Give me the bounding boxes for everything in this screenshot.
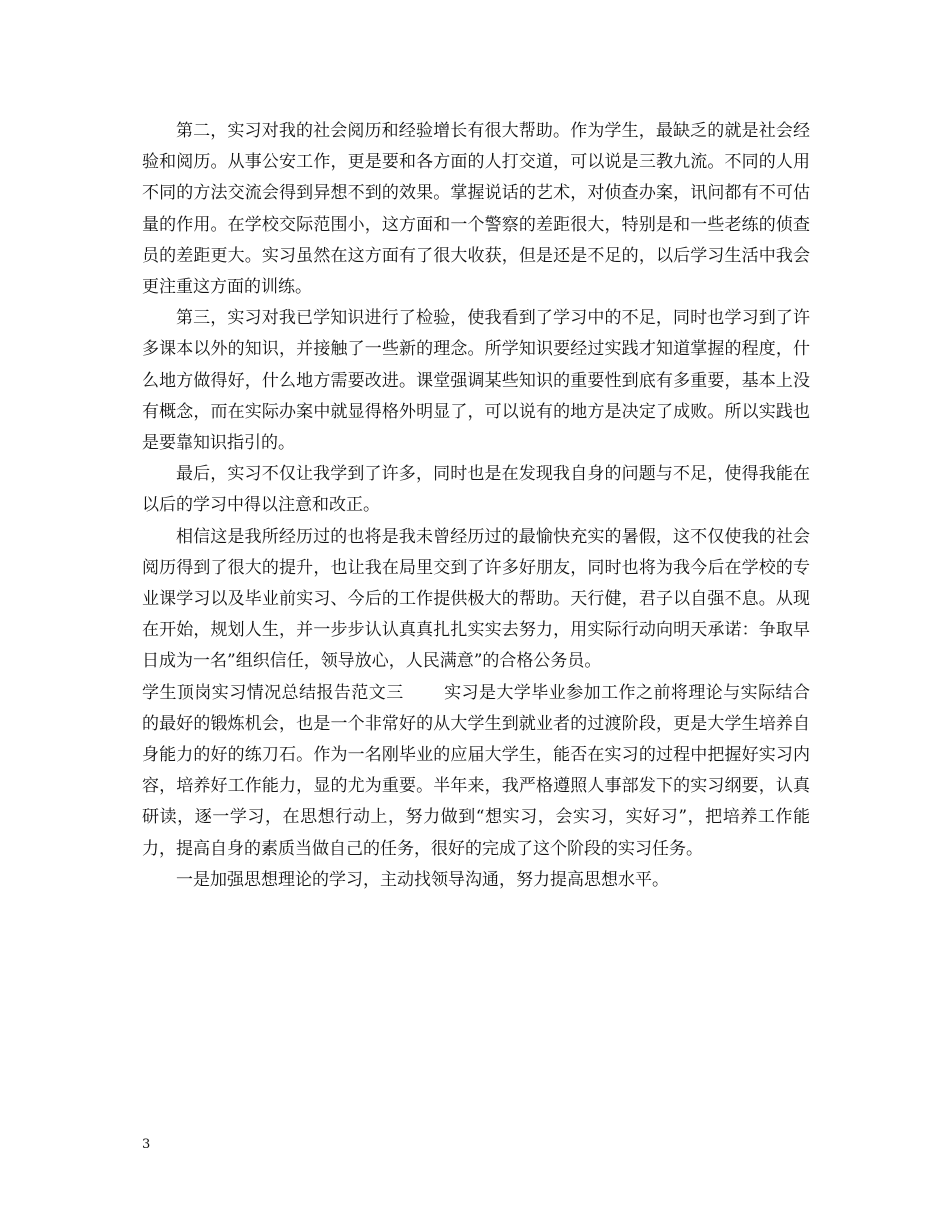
page-number: 3: [142, 1137, 151, 1152]
section-intro-text: 实习是大学毕业参加工作之前将理论与实际结合的最好的锻炼机会，也是一个非常好的从大学生到就业者的过渡阶段，更是大学生培养自身能力的好的练刀石。作为一名刚毕业的应届大学生，能否在实习的过程中把握好实习内容，培养好工作能力，显的尤为重要。半年来，我严格遵照人事部发下的实习纲要，认真研读，逐一学习，在思想行动上，努力做到“想实习，会实习，实好习”，把培养工作能力，提高自身的素质当做自己的任务，很好的完成了这个阶段的实习任务。: [142, 682, 811, 859]
document-body: [142, 116, 810, 896]
section-title: 学生顶岗实习情况总结报告范文三: [142, 682, 404, 703]
paragraph-finally: 最后，实习不仅让我学到了许多，同时也是在发现我自身的问题与不足，使得我能在以后的学习中得以注意和改正。: [142, 464, 810, 516]
paragraph-conclusion: 相信这是我所经历过的也将是我未曾经历过的最愉快充实的暑假，这不仅使我的社会阅历得到了很大的提升，也让我在局里交到了许多好朋友，同时也将为我今后在学校的专业课学习以及毕业前实习、今后的工作提供极大的帮助。天行健，君子以自强不息。从现在开始，规划人生，并一步步认认真真扎扎实实去努力，用实际行动向明天承诺：争取早日成为一名”组织信任，领导放心，人民满意”的合格公务员。: [142, 526, 810, 672]
paragraph-third-point: 第三，实习对我已学知识进行了检验，使我看到了学习中的不足，同时也学习到了许多课本以外的知识，并接触了一些新的理念。所学知识要经过实践才知道掌握的程度，什么地方做得好，什么地方需要改进。课堂强调某些知识的重要性到底有多重要，基本上没有概念，而在实际办案中就显得格外明显了，可以说有的地方是决定了成败。所以实践也是要靠知识指引的。: [142, 308, 810, 454]
section-three-paragraph: [142, 678, 810, 865]
paragraph-second-point: 第二，实习对我的社会阅历和经验增长有很大帮助。作为学生，最缺乏的就是社会经验和阅历。从事公安工作，更是要和各方面的人打交道，可以说是三教九流。不同的人用不同的方法交流会得到异想不到的效果。掌握说话的艺术，对侦查办案，讯问都有不可估量的作用。在学校交际范围小，这方面和一个警察的差距很大，特别是和一些老练的侦查员的差距更大。实习虽然在这方面有了很大收获，但是还是不足的，以后学习生活中我会更注重这方面的训练。: [142, 121, 810, 298]
paragraph-point-one: 一是加强思想理论的学习，主动找领导沟通，努力提高思想水平。: [176, 869, 669, 890]
